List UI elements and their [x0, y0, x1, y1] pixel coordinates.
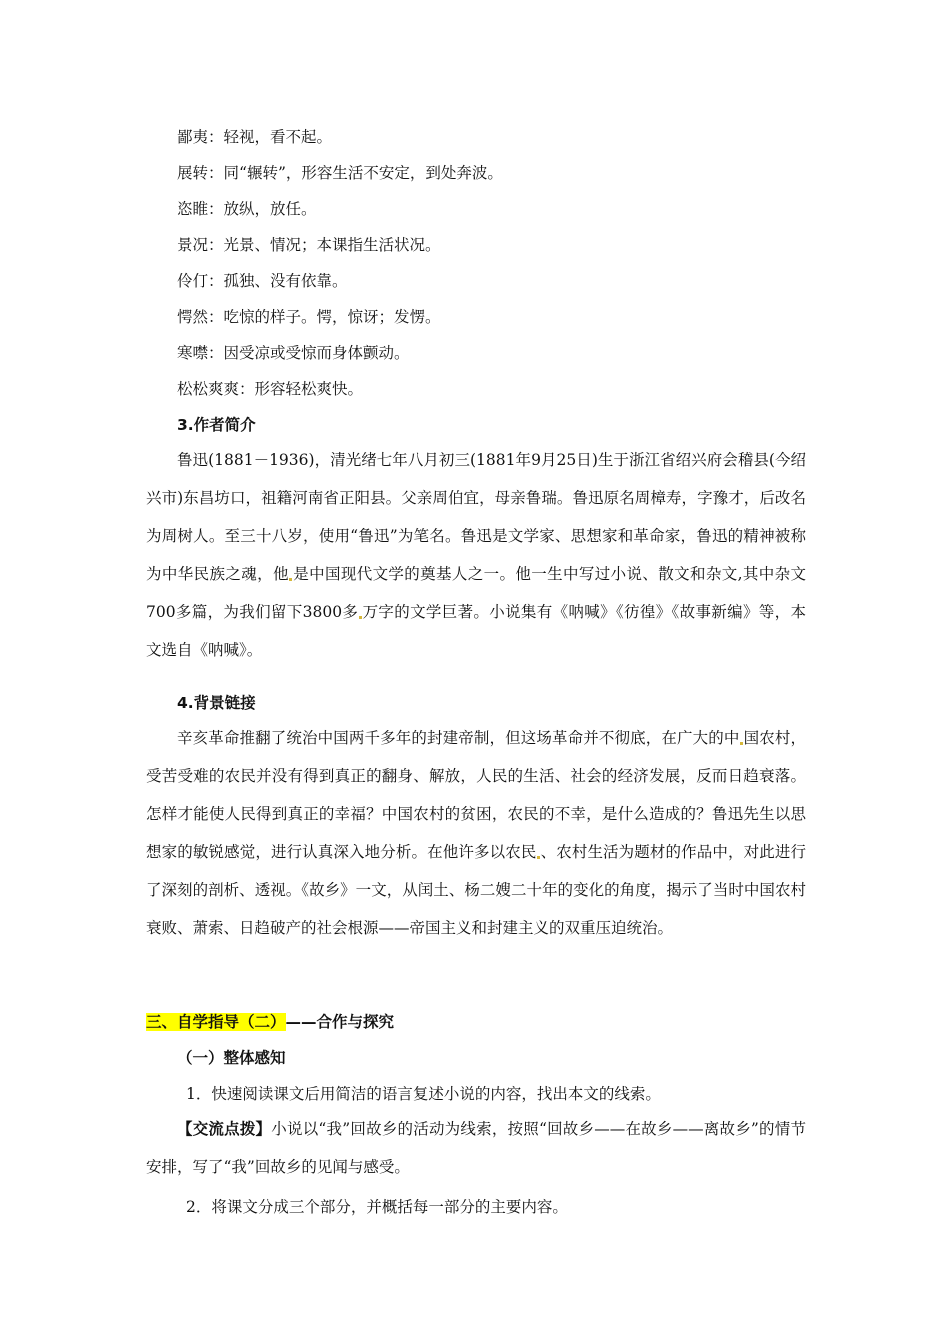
section-heading-rest: ——合作与探究: [285, 1013, 395, 1031]
answer-label: 【交流点拨】: [177, 1120, 272, 1138]
vocab-item: [177, 343, 410, 363]
vocab-item: [177, 127, 332, 147]
vocab-definition: ：光景、情况；本课指生活状况。: [208, 236, 441, 254]
vocab-item: [177, 271, 348, 291]
vocab-definition: ：因受凉或受惊而身体颤动。: [208, 344, 410, 362]
vocab-term: 恣睢: [177, 200, 209, 218]
vocab-definition: ：放纵，放任。: [208, 200, 317, 218]
vocab-item: [177, 235, 441, 255]
vocab-definition: ：孤独、没有依靠。: [208, 272, 348, 290]
vocab-definition: ：吃惊的样子。愕，惊讶；发愣。: [208, 308, 441, 326]
vocab-term: 鄙夷: [177, 128, 209, 146]
vocab-item: [177, 307, 441, 327]
vocab-definition: ：形容轻松爽快。: [239, 380, 364, 398]
vocab-item: [177, 163, 503, 183]
author-paragraph: 鲁迅(1881－1936)，清光绪七年八月初三(1881年9月25日)生于浙江省绍兴府会稽县(今绍兴市)东昌坊口，祖籍河南省正阳县。父亲周伯宜，母亲鲁瑞。鲁迅原名周樟寿，字豫才，后改名为周树人。至三十八岁，使用“鲁迅”为笔名。鲁迅是文学家、思想家和革命家，鲁迅的精神被称为中华民族之魂，他 是中国现代文学的奠基人之一。他一生中写过小说、散文和杂文,其中杂文700多篇，为我们留下3800多 万字的文学巨著。小说集有《呐喊》《彷徨》《故事新编》等，本文选自《呐喊》。: [146, 451, 806, 659]
question-1: 1．快速阅读课文后用简洁的语言复述小说的内容，找出本文的线索。: [186, 1085, 661, 1103]
vocab-definition: ：同“辗转”，形容生活不安定，到处奔波。: [208, 164, 503, 182]
vocab-term: 寒噤: [177, 344, 209, 362]
section-heading-highlight: 三、自学指导（二）: [146, 1013, 286, 1031]
vocab-term: 愕然: [177, 308, 209, 326]
question-2: 2．将课文分成三个部分，并概括每一部分的主要内容。: [186, 1198, 568, 1216]
vocab-term: 景况: [177, 236, 209, 254]
vocab-term: 展转: [177, 164, 209, 182]
vocab-definition: ：轻视，看不起。: [208, 128, 333, 146]
vocab-item: [177, 379, 363, 399]
section-heading: [146, 1012, 394, 1032]
vocab-term: 伶仃: [177, 272, 209, 290]
background-heading: 4.背景链接: [177, 694, 256, 712]
author-heading: 3.作者简介: [177, 416, 256, 434]
answer-text: 小说以“我”回故乡的活动为线索，按照“回故乡——在故乡——离故乡”的情节安排，写了“我”回故乡的见闻与感受。: [146, 1120, 806, 1176]
background-paragraph: 辛亥革命推翻了统治中国两千多年的封建帝制，但这场革命并不彻底，在广大的中 国农村，受苦受难的农民并没有得到真正的翻身、解放，人民的生活、社会的经济发展，反而日趋衰落。怎样才能使人民得到真正的幸福？中国农村的贫困，农民的不幸，是什么造成的？鲁迅先生以思想家的敏锐感觉，进行认真深入地分析。在他许多以农民 、农村生活为题材的作品中，对此进行了深刻的剖析、透视。《故乡》一文，从闰土、杨二嫂二十年的变化的角度，揭示了当时中国农村衰败、萧索、日趋破产的社会根源——帝国主义和封建主义的双重压迫统治。: [146, 729, 806, 937]
sub-heading: （一）整体感知: [177, 1049, 286, 1067]
vocab-term: 松松爽爽: [177, 380, 240, 398]
vocab-item: [177, 199, 317, 219]
answer-paragraph: [146, 1110, 806, 1186]
